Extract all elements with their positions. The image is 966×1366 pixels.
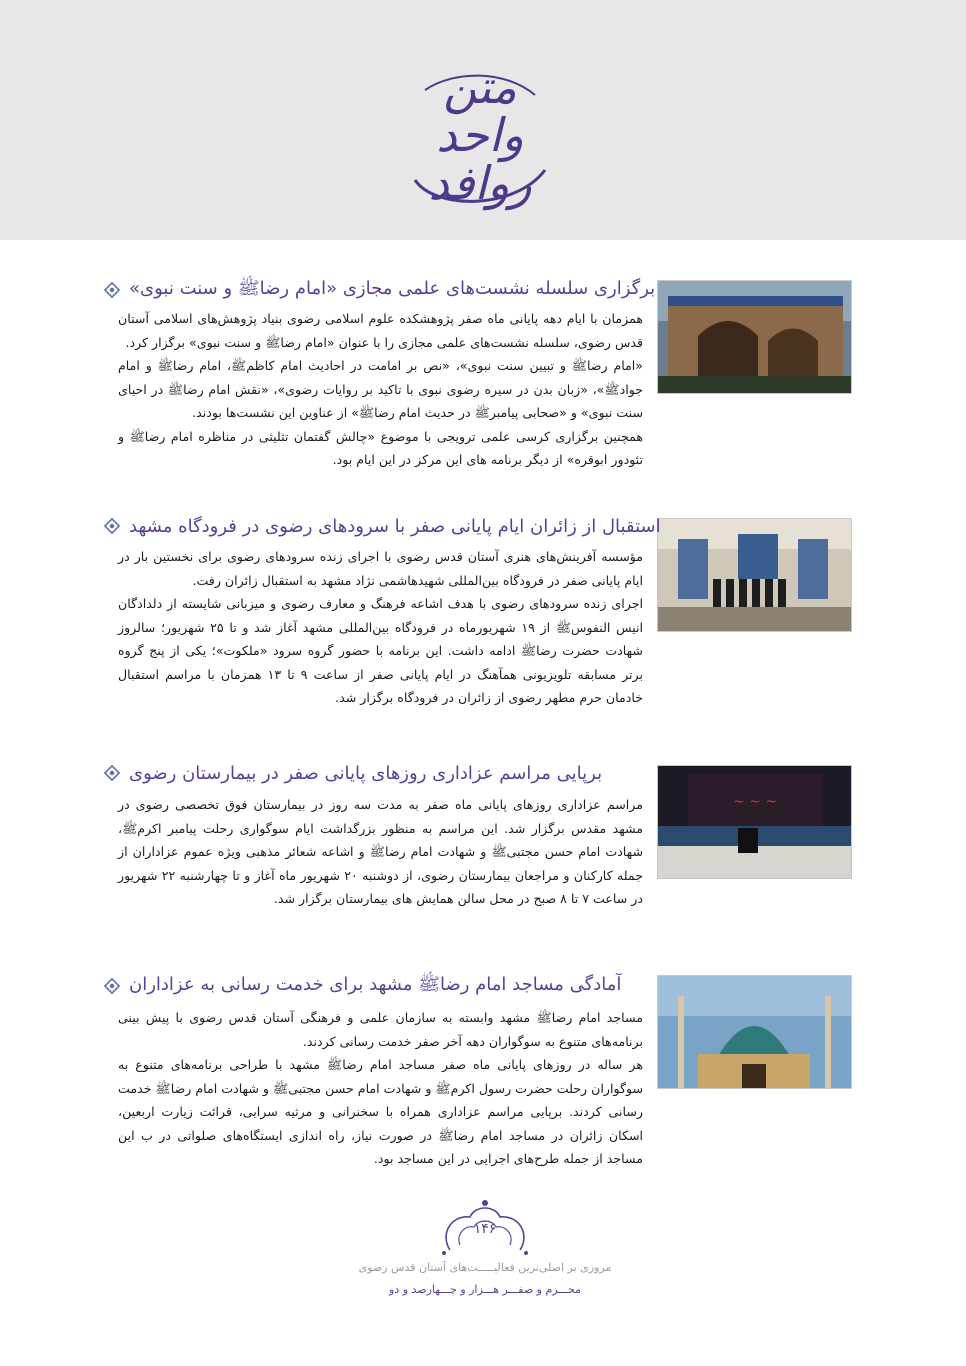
logo-text: متن واحد روافد <box>428 59 532 211</box>
section-2-title-row <box>103 512 661 540</box>
header-band <box>0 0 966 240</box>
diamond-ornament-icon <box>103 281 121 299</box>
page-footer <box>0 1195 966 1366</box>
mourning-ceremony-photo-icon <box>658 766 851 878</box>
diamond-ornament-icon <box>103 977 121 995</box>
section-4-title-row <box>103 972 643 1000</box>
section-4-paragraph: مساجد امام رضاﷺ مشهد وابسته به سازمان علمی و فرهنگی آستان قدس رضوی با پیش بینی برنامه‌های متنوع به سوگواران دهه آخر صفر خدمت رسانی کردند. <box>118 1010 643 1049</box>
mosque-dome-photo-icon <box>658 976 851 1088</box>
section-1-photo <box>657 280 852 394</box>
section-1-paragraph: «امام رضاﷺ و تبیین سنت نبوی»، «نص بر امامت در احادیث امام کاظمﷺ، امام رضاﷺ و امام جوادﷺ»، «زبان بدن در سیره رضوی نبوی با تاکید بر روایات رضوی»، «نقش امام رضاﷺ در احیای سنت نبوی» و «صحابی پیامبرﷺ در حدیث امام رضاﷺ» از عناوین این نشست‌ها بودند. <box>118 358 643 420</box>
section-3-paragraph: مراسم عزاداری روزهای پایانی ماه صفر به مدت سه روز در بیمارستان فوق تخصصی رضوی در مشهد مقدس برگزار شد. این مراسم به منظور بزرگداشت ایام سوگواری رحلت پیامبر اکرمﷺ، شهادت امام حسن مجتبیﷺ و شهادت امام رضاﷺ و اشاعه شعائر مذهبی ویژه عموم عزاداران از جمله کارکنان و مراجعان بیمارستان رضوی، از دوشنبه ۲۰ شهریور ماه آغاز و تا چهارشنبه ۲۲ شهریور در ساعت ۷ تا ۸ صبح در محل سالن همایش های بیمارستان برگزار شد. <box>118 797 643 906</box>
section-2-body <box>118 545 643 710</box>
section-2-paragraph: مؤسسه آفرینش‌های هنری آستان قدس رضوی با اجرای زنده سرودهای رضوی برای نخستین بار در ایام پایانی صفر در فرودگاه بین‌المللی شهیدهاشمی نژاد مشهد به استقبال زائران رفت. <box>118 549 643 588</box>
section-3-title-row <box>103 759 643 787</box>
section-1-body <box>118 307 643 472</box>
section-1-paragraph: همچنین برگزاری کرسی علمی ترویجی با موضوع «چالش گفتمان تثلیثی در مناظره امام رضاﷺ و تئودور ابوقره» از دیگر برنامه های این مرکز در این ایام بود. <box>118 428 643 467</box>
section-3-body <box>118 793 643 911</box>
page-number: ۱۴۶ <box>473 1221 497 1237</box>
section-2-photo <box>657 518 852 632</box>
section-4-photo <box>657 975 852 1089</box>
airport-choir-photo-icon <box>658 519 851 631</box>
svg-text:~ ~ ~: ~ ~ ~ <box>732 794 778 810</box>
section-4-body <box>118 1006 643 1171</box>
section-1-paragraph: همزمان با ایام دهه پایانی ماه صفر پژوهشکده علوم اسلامی رضوی بنیاد پژوهش‌های اسلامی آستان قدس رضوی، سلسله نشست‌های علمی مجازی را با عنوان «امام رضاﷺ و سنت نبوی» برگزار کرد. <box>118 311 643 350</box>
section-4-paragraph: هر ساله در روزهای پایانی ماه صفر مساجد امام رضاﷺ مشهد با طراحی برنامه‌های متنوع به سوگواران رحلت حضرت رسول اکرمﷺ و شهادت امام حسن مجتبیﷺ و شهادت امام رضاﷺ خدمت رسانی کردند. برپایی مراسم عزاداری همراه با سخنرانی و مرثیه سرایی، قرائت زیارت اربعین، اسکان زائران در مساجد امام رضاﷺ در صورت نیاز، راه اندازی ایستگاه‌های صلواتی در ب این مساجد از جمله طرح‌های اجرایی در این مساجد بود. <box>118 1057 643 1166</box>
diamond-ornament-icon <box>103 764 121 782</box>
section-1-title-row <box>103 276 656 304</box>
section-1-title: برگزاری سلسله نشست‌های علمی مجازی «امام رضاﷺ و سنت نبوی» <box>129 278 656 299</box>
footer-caption: مروری بر اصلی‌ترین فعالیـــــت‌های آستان قدس رضوی <box>358 1261 612 1274</box>
section-4-title: آمادگی مساجد امام رضاﷺ مشهد برای خدمت رسانی به عزاداران <box>129 974 622 995</box>
section-3-title: برپایی مراسم عزاداری روزهای پایانی صفر در بیمارستان رضوی <box>129 762 603 784</box>
rawafed-logo <box>395 60 565 210</box>
section-2-title: استقبال از زائران ایام پایانی صفر با سرودهای رضوی در فرودگاه مشهد <box>129 515 661 537</box>
shrine-facade-photo-icon <box>658 281 851 393</box>
section-2-paragraph: اجرای زنده سرودهای رضوی با هدف اشاعه فرهنگ و معارف رضوی و میزبانی شایسته از دلدادگان انیس النفوسﷺ از ۱۹ شهریورماه در فرودگاه بین‌المللی مشهد آغاز شد و تا ۲۵ شهریور؛ سالروز شهادت حضرت رضاﷺ ادامه داشت. این برنامه با حضور گروه سرود «ملکوت»؛ یکی از پنج گروه برتر مسابقه تلویزیونی همآهنگ در ایام پایانی صفر از ساعت ۹ تا ۱۳ همزمان با مراسم استقبال خادمان حرم مطهر رضوی از زائران در فرودگاه برگزار شد. <box>118 596 643 705</box>
footer-date: محـــرم و صفـــر هـــزار و چـــهارصد و دو <box>388 1283 582 1296</box>
diamond-ornament-icon <box>103 517 121 535</box>
section-3-photo <box>657 765 852 879</box>
